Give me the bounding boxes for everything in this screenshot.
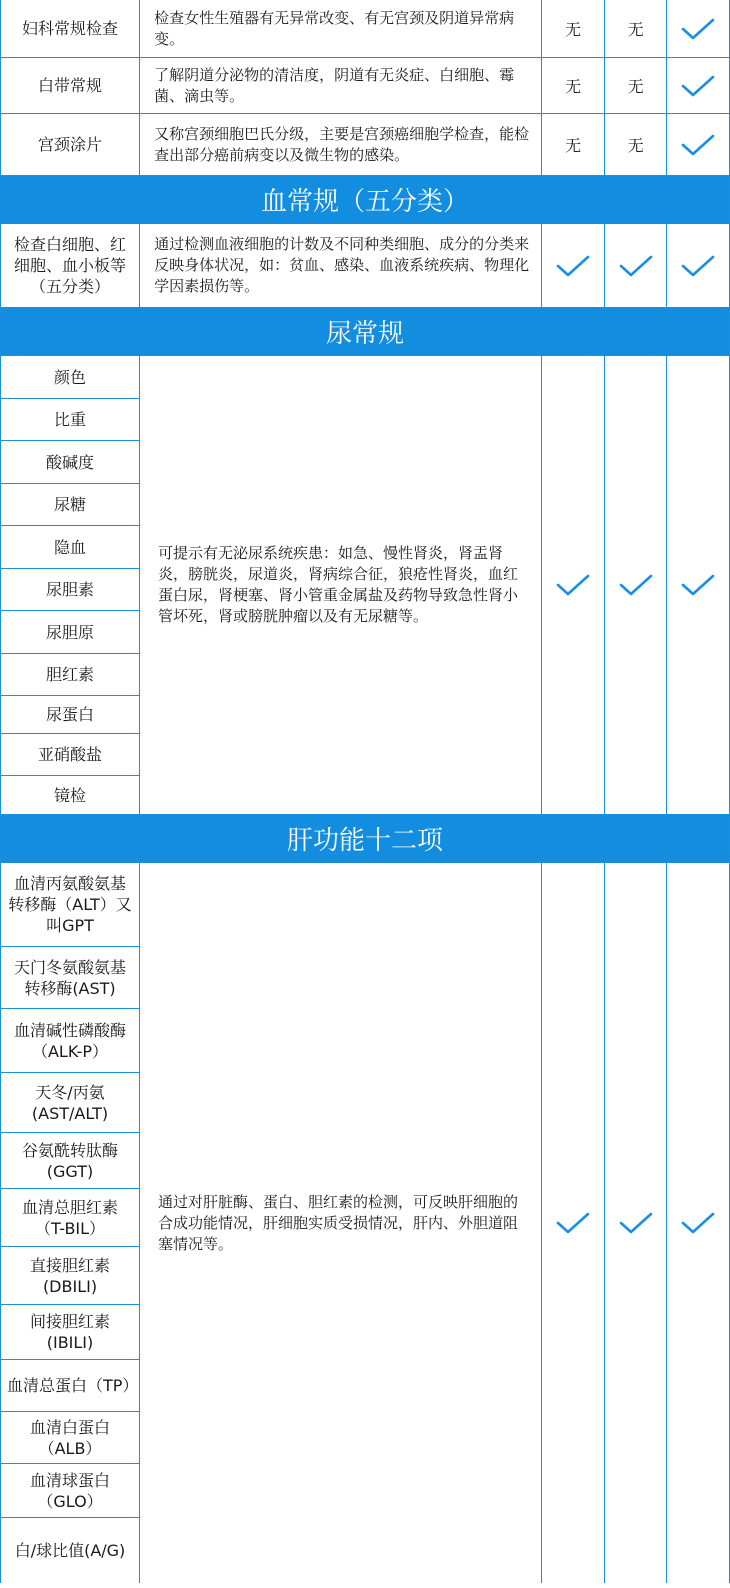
item-description: 又称宫颈细胞巴氏分级，主要是宫颈癌细胞学检查，能检查出部分癌前病变以及微生物的感染。 [140, 114, 542, 175]
list-item: 酸碱度 [1, 441, 139, 484]
check-icon [556, 254, 590, 278]
list-item: 镜检 [54, 785, 87, 805]
check-icon [556, 1211, 590, 1235]
list-item: 血清球蛋白（GLO） [1, 1464, 139, 1518]
urine-item-list [1, 356, 140, 814]
list-item: 尿胆原 [1, 611, 139, 654]
list-item: 天冬/丙氨(AST/ALT) [1, 1073, 139, 1133]
package-1-cell [542, 863, 605, 1583]
item-name: 检查白细胞、红细胞、血小板等（五分类） [1, 224, 140, 307]
package-3-cell [667, 224, 729, 307]
item-name: 宫颈涂片 [1, 114, 140, 175]
package-1-cell [542, 224, 605, 307]
item-name: 妇科常规检查 [1, 0, 140, 57]
list-item: 血清碱性磷酸酶（ALK-P） [1, 1009, 139, 1073]
list-item: 谷氨酰转肽酶(GGT) [1, 1133, 139, 1189]
check-icon [619, 254, 653, 278]
list-item: 隐血 [1, 526, 139, 569]
package-1-cell: 无 [542, 0, 605, 57]
package-2-cell: 无 [605, 58, 668, 113]
package-1-cell: 无 [542, 58, 605, 113]
package-2-cell [605, 224, 668, 307]
table-row [1, 114, 729, 176]
package-3-cell [667, 0, 729, 57]
item-description: 了解阴道分泌物的清洁度，阴道有无炎症、白细胞、霉菌、滴虫等。 [140, 58, 542, 113]
package-2-cell [605, 356, 668, 814]
urine-block [1, 356, 729, 815]
check-icon [681, 133, 715, 157]
item-name: 白带常规 [1, 58, 140, 113]
liver-block [1, 863, 729, 1583]
list-item: 血清总胆红素（T-BIL） [1, 1189, 139, 1247]
list-item: 白/球比值(A/G) [14, 1541, 126, 1560]
list-item: 胆红素 [1, 654, 139, 696]
section-header-urine: 尿常规 [1, 308, 729, 356]
package-3-cell [667, 114, 729, 175]
package-3-cell [667, 356, 729, 814]
list-item: 尿蛋白 [1, 696, 139, 734]
list-item: 血清白蛋白（ALB） [1, 1412, 139, 1464]
list-item: 尿糖 [1, 484, 139, 526]
check-icon [619, 1211, 653, 1235]
list-item: 颜色 [1, 356, 139, 399]
check-icon [619, 573, 653, 597]
check-icon [681, 573, 715, 597]
list-item: 尿胆素 [1, 569, 139, 611]
list-item: 间接胆红素(IBILI) [1, 1305, 139, 1360]
package-1-cell: 无 [542, 114, 605, 175]
table-row [1, 58, 729, 114]
check-icon [681, 1211, 715, 1235]
check-icon [681, 254, 715, 278]
section-header-liver: 肝功能十二项 [1, 815, 729, 863]
package-3-cell [667, 863, 729, 1583]
table-row [1, 224, 729, 308]
list-item: 血清总蛋白（TP） [1, 1360, 139, 1412]
package-2-cell [605, 863, 668, 1583]
liver-item-list [1, 863, 140, 1583]
package-1-cell [542, 356, 605, 814]
package-2-cell: 无 [605, 0, 668, 57]
package-2-cell: 无 [605, 114, 668, 175]
item-description: 通过检测血液细胞的计数及不同种类细胞、成分的分类来反映身体状况，如：贫血、感染、血液系统疾病、物理化学因素损伤等。 [140, 224, 542, 307]
item-description: 检查女性生殖器有无异常改变、有无宫颈及阴道异常病变。 [140, 0, 542, 57]
item-description: 可提示有无泌尿系统疾患：如急、慢性肾炎，肾盂肾炎，膀胱炎，尿道炎，肾病综合征，狼疮性肾炎，血红蛋白尿，肾梗塞、肾小管重金属盐及药物导致急性肾小管坏死，肾或膀胱肿瘤以及有无尿糖等。 [140, 356, 542, 814]
list-item: 血清丙氨酸氨基转移酶（ALT）又叫GPT [1, 863, 139, 947]
table-row [1, 0, 729, 58]
section-header-blood: 血常规（五分类） [1, 176, 729, 224]
list-item: 直接胆红素(DBILI) [1, 1247, 139, 1305]
item-description: 通过对肝脏酶、蛋白、胆红素的检测，可反映肝细胞的合成功能情况，肝细胞实质受损情况，肝内、外胆道阻塞情况等。 [140, 863, 542, 1583]
list-item: 亚硝酸盐 [1, 734, 139, 776]
list-item: 比重 [1, 399, 139, 441]
check-icon [681, 17, 715, 41]
check-icon [681, 74, 715, 98]
package-3-cell [667, 58, 729, 113]
check-icon [556, 573, 590, 597]
list-item: 天门冬氨酸氨基转移酶(AST) [1, 947, 139, 1009]
